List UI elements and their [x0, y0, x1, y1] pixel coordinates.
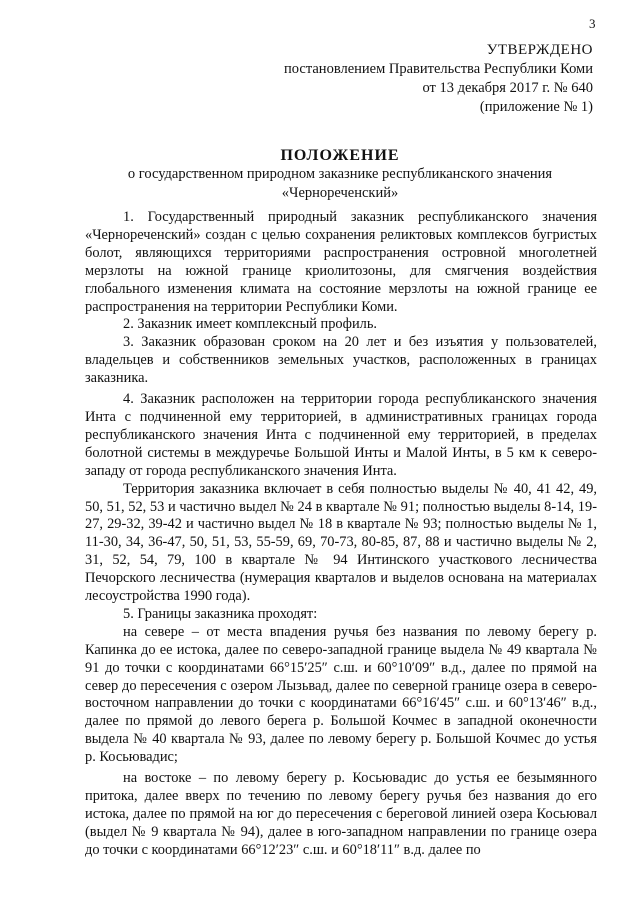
paragraph-1: 1. Государственный природный заказник республиканского значения «Чернореченский» создан с целью сохранения реликтовых комплексов бугристых болот, являющихся территориями распространения островной многолетней мерзлоты на южной границе криолитозоны, для смягчения воздействия глобального изменения климата на состояние мерзлоты на южной границе ее распространения на территории Республики Коми.: [85, 209, 597, 315]
approval-line-1: постановлением Правительства Республики Коми: [284, 61, 593, 77]
page-number: 3: [589, 16, 596, 31]
approval-stamp: [284, 41, 593, 117]
paragraph-territory: Территория заказника включает в себя полностью выделы № 40, 41 42, 49, 50, 51, 52, 53 и частично выдел № 24 в квартале № 91; полностью выделы 8-14, 19-27, 29-32, 39-42 и частично выдел № 18 в квартале № 93; полностью выделы № 1, 11-30, 34, 36-47, 50, 51, 53, 55-59, 69, 70-73, 80-85, 87, 88 и частично выделы № 2, 31, 52, 54, 79, 100 в квартале № 94 Интинского участкового лесничества Печорского лесничества (нумерация кварталов и выделов основана на материалах лесоустройства 1990 года).: [85, 480, 597, 605]
paragraph-east-border: на востоке – по левому берегу р. Косьювадис до устья ее безымянного притока, далее вверх по течению по левому берегу ручья без названия до его истока, далее по прямой на юг до пересечения с береговой линией озера Косьювал (выдел № 9 квартала № 94), далее в юго-западном направлении по границе озера до точки с координатами 66°12′23″ с.ш. и 60°18′11″ в.д. далее по: [85, 770, 597, 858]
approval-title: УТВЕРЖДЕНО: [486, 42, 593, 58]
paragraph-north-border: на севере – от места впадения ручья без названия по левому берегу р. Капинка до ее истока, далее по северо-западной границе выдела № 49 квартала № 91 до точки с координатами 66°15′25″ с.ш. и 60°10′09″ в.д., далее по прямой на север до пересечения с озером Лызьвад, далее по северной границе озера в северо-восточном направлении до точки с координатами 66°16′45″ с.ш. и 60°13′46″ в.д., далее по прямой до левого берега р. Большой Кочмес в западной оконечности выдела № 40 квартала № 93, далее по левому берегу р. Большой Кочмес до устья р. Косьювадис;: [85, 623, 597, 766]
approval-line-3: (приложение № 1): [479, 99, 593, 115]
document-body: [85, 209, 597, 860]
approval-line-2: от 13 декабря 2017 г. № 640: [422, 80, 593, 96]
document-subtitle-1: о государственном природном заказнике республиканского значения: [127, 166, 553, 182]
paragraph-4: 4. Заказник расположен на территории города республиканского значения Инта с подчиненной ему территорией, в административных границах города республиканского значения Инта с подчиненной ему территорией, в пределах болотной системы в междуречье Большой Инты и Малой Инты, в 5 км к северо-западу от города республиканского значения Инта.: [85, 391, 597, 479]
document-title: ПОЛОЖЕНИЕ: [280, 147, 400, 164]
paragraph-3: 3. Заказник образован сроком на 20 лет и без изъятия у пользователей, владельцев и собственников земельных участков, расположенных в границах заказника.: [85, 334, 597, 387]
paragraph-5: 5. Границы заказника проходят:: [123, 605, 318, 622]
document-heading: [60, 146, 620, 203]
paragraph-2: 2. Заказник имеет комплексный профиль.: [123, 316, 377, 333]
document-subtitle-2: «Чернореченский»: [281, 185, 399, 201]
